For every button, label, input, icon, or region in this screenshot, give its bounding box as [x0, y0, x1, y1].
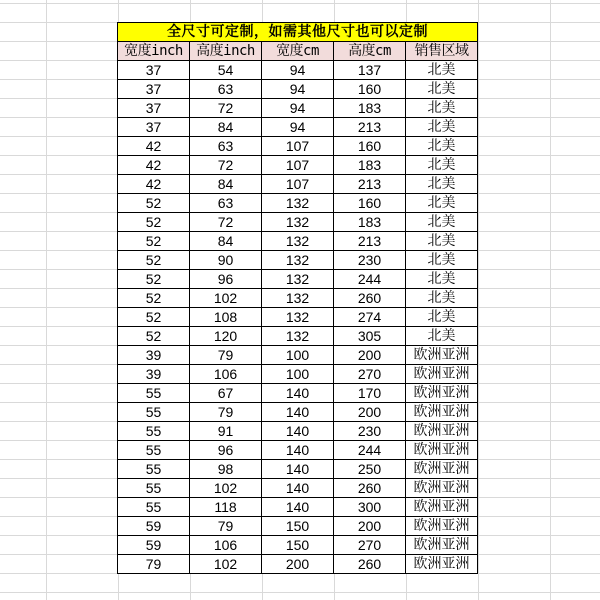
cell-width-inch[interactable]: 37 [118, 99, 190, 118]
cell-sales-region[interactable]: 欧洲亚洲 [406, 346, 478, 365]
cell-width-cm[interactable]: 140 [262, 498, 334, 517]
cell-height-inch[interactable]: 91 [190, 422, 262, 441]
cell-width-inch[interactable]: 42 [118, 175, 190, 194]
cell-width-cm[interactable]: 132 [262, 194, 334, 213]
cell-sales-region[interactable]: 欧洲亚洲 [406, 555, 478, 574]
cell-height-cm[interactable]: 260 [334, 555, 406, 574]
cell-height-cm[interactable]: 305 [334, 327, 406, 346]
cell-height-inch[interactable]: 96 [190, 441, 262, 460]
cell-height-inch[interactable]: 63 [190, 137, 262, 156]
table-row [118, 80, 478, 99]
table-row [118, 232, 478, 251]
cell-sales-region[interactable]: 北美 [406, 118, 478, 137]
cell-height-cm[interactable]: 213 [334, 175, 406, 194]
cell-width-inch[interactable]: 52 [118, 289, 190, 308]
cell-width-inch[interactable]: 37 [118, 80, 190, 99]
table-row [118, 118, 478, 137]
table-row [118, 270, 478, 289]
cell-height-inch[interactable]: 63 [190, 80, 262, 99]
cell-width-inch[interactable]: 52 [118, 251, 190, 270]
cell-width-cm[interactable]: 132 [262, 289, 334, 308]
cell-width-cm[interactable]: 132 [262, 308, 334, 327]
table-title[interactable]: 全尺寸可定制，如需其他尺寸也可以定制 [118, 23, 478, 42]
cell-height-cm[interactable]: 244 [334, 270, 406, 289]
header-sales-region[interactable]: 销售区域 [406, 42, 478, 61]
table-row [118, 498, 478, 517]
cell-width-inch[interactable]: 39 [118, 346, 190, 365]
cell-width-cm[interactable]: 94 [262, 61, 334, 80]
cell-sales-region[interactable]: 欧洲亚洲 [406, 403, 478, 422]
cell-sales-region[interactable]: 北美 [406, 61, 478, 80]
cell-sales-region[interactable]: 北美 [406, 289, 478, 308]
title-row [118, 23, 478, 42]
cell-sales-region[interactable]: 北美 [406, 213, 478, 232]
cell-height-cm[interactable]: 260 [334, 289, 406, 308]
cell-width-cm[interactable]: 107 [262, 156, 334, 175]
cell-width-cm[interactable]: 132 [262, 213, 334, 232]
cell-width-inch[interactable]: 42 [118, 137, 190, 156]
table-row [118, 517, 478, 536]
table-row [118, 365, 478, 384]
cell-height-inch[interactable]: 106 [190, 365, 262, 384]
cell-height-inch[interactable]: 54 [190, 61, 262, 80]
cell-height-inch[interactable]: 79 [190, 346, 262, 365]
cell-width-cm[interactable]: 140 [262, 384, 334, 403]
cell-height-cm[interactable]: 270 [334, 365, 406, 384]
table-row [118, 175, 478, 194]
cell-width-cm[interactable]: 140 [262, 403, 334, 422]
cell-width-cm[interactable]: 200 [262, 555, 334, 574]
cell-height-inch[interactable]: 90 [190, 251, 262, 270]
cell-height-cm[interactable]: 170 [334, 384, 406, 403]
header-width-inch[interactable]: 宽度inch [118, 42, 190, 61]
cell-height-cm[interactable]: 274 [334, 308, 406, 327]
cell-width-cm[interactable]: 150 [262, 536, 334, 555]
cell-height-inch[interactable]: 72 [190, 156, 262, 175]
cell-width-cm[interactable]: 140 [262, 422, 334, 441]
cell-width-inch[interactable]: 52 [118, 327, 190, 346]
cell-height-cm[interactable]: 230 [334, 422, 406, 441]
cell-width-inch[interactable]: 55 [118, 384, 190, 403]
cell-width-inch[interactable]: 52 [118, 308, 190, 327]
cell-width-cm[interactable]: 107 [262, 137, 334, 156]
table-row [118, 536, 478, 555]
cell-width-cm[interactable]: 94 [262, 80, 334, 99]
cell-height-inch[interactable]: 108 [190, 308, 262, 327]
cell-sales-region[interactable]: 欧洲亚洲 [406, 460, 478, 479]
cell-height-inch[interactable]: 102 [190, 479, 262, 498]
cell-width-inch[interactable]: 37 [118, 61, 190, 80]
cell-width-cm[interactable]: 132 [262, 232, 334, 251]
cell-height-cm[interactable]: 200 [334, 517, 406, 536]
cell-height-cm[interactable]: 160 [334, 194, 406, 213]
cell-width-inch[interactable]: 39 [118, 365, 190, 384]
table-row [118, 213, 478, 232]
cell-width-inch[interactable]: 55 [118, 498, 190, 517]
cell-height-inch[interactable]: 96 [190, 270, 262, 289]
cell-height-inch[interactable]: 67 [190, 384, 262, 403]
cell-sales-region[interactable]: 北美 [406, 99, 478, 118]
table-row [118, 555, 478, 574]
cell-width-inch[interactable]: 59 [118, 536, 190, 555]
table-row [118, 308, 478, 327]
table-row [118, 460, 478, 479]
table-row [118, 137, 478, 156]
cell-sales-region[interactable]: 欧洲亚洲 [406, 498, 478, 517]
cell-height-inch[interactable]: 79 [190, 403, 262, 422]
cell-height-cm[interactable]: 260 [334, 479, 406, 498]
cell-width-inch[interactable]: 55 [118, 422, 190, 441]
cell-width-cm[interactable]: 150 [262, 517, 334, 536]
table-row [118, 441, 478, 460]
header-height-inch[interactable]: 高度inch [190, 42, 262, 61]
cell-width-cm[interactable]: 132 [262, 327, 334, 346]
cell-height-inch[interactable]: 84 [190, 118, 262, 137]
cell-sales-region[interactable]: 北美 [406, 194, 478, 213]
cell-height-inch[interactable]: 72 [190, 99, 262, 118]
cell-height-cm[interactable]: 244 [334, 441, 406, 460]
cell-sales-region[interactable]: 欧洲亚洲 [406, 422, 478, 441]
table-row [118, 99, 478, 118]
cell-height-inch[interactable]: 63 [190, 194, 262, 213]
cell-height-cm[interactable]: 137 [334, 61, 406, 80]
cell-sales-region[interactable]: 北美 [406, 175, 478, 194]
cell-height-inch[interactable]: 84 [190, 232, 262, 251]
cell-width-inch[interactable]: 55 [118, 479, 190, 498]
cell-width-cm[interactable]: 140 [262, 479, 334, 498]
table-row [118, 422, 478, 441]
cell-height-cm[interactable]: 200 [334, 403, 406, 422]
cell-height-inch[interactable]: 102 [190, 555, 262, 574]
cell-height-cm[interactable]: 230 [334, 251, 406, 270]
cell-width-cm[interactable]: 140 [262, 441, 334, 460]
header-width-cm[interactable]: 宽度cm [262, 42, 334, 61]
cell-sales-region[interactable]: 北美 [406, 156, 478, 175]
cell-sales-region[interactable]: 欧洲亚洲 [406, 536, 478, 555]
cell-sales-region[interactable]: 北美 [406, 232, 478, 251]
cell-sales-region[interactable]: 欧洲亚洲 [406, 365, 478, 384]
cell-width-cm[interactable]: 132 [262, 270, 334, 289]
cell-sales-region[interactable]: 北美 [406, 270, 478, 289]
cell-height-cm[interactable]: 183 [334, 213, 406, 232]
cell-height-cm[interactable]: 213 [334, 118, 406, 137]
table-row [118, 346, 478, 365]
table-row [118, 251, 478, 270]
cell-height-cm[interactable]: 250 [334, 460, 406, 479]
table-row [118, 479, 478, 498]
cell-sales-region[interactable]: 北美 [406, 80, 478, 99]
table-body [118, 61, 478, 574]
cell-width-inch[interactable]: 55 [118, 441, 190, 460]
cell-height-cm[interactable]: 200 [334, 346, 406, 365]
table-row [118, 289, 478, 308]
cell-height-cm[interactable]: 270 [334, 536, 406, 555]
table-row [118, 403, 478, 422]
cell-width-cm[interactable]: 140 [262, 460, 334, 479]
header-row [118, 42, 478, 61]
cell-width-inch[interactable]: 52 [118, 232, 190, 251]
cell-width-cm[interactable]: 100 [262, 346, 334, 365]
cell-height-inch[interactable]: 106 [190, 536, 262, 555]
cell-height-inch[interactable]: 84 [190, 175, 262, 194]
cell-sales-region[interactable]: 欧洲亚洲 [406, 479, 478, 498]
cell-width-cm[interactable]: 100 [262, 365, 334, 384]
cell-height-cm[interactable]: 300 [334, 498, 406, 517]
cell-width-cm[interactable]: 94 [262, 99, 334, 118]
cell-height-inch[interactable]: 120 [190, 327, 262, 346]
table-row [118, 156, 478, 175]
cell-width-inch[interactable]: 55 [118, 403, 190, 422]
cell-sales-region[interactable]: 北美 [406, 327, 478, 346]
cell-width-inch[interactable]: 52 [118, 194, 190, 213]
cell-sales-region[interactable]: 欧洲亚洲 [406, 441, 478, 460]
cell-width-inch[interactable]: 37 [118, 118, 190, 137]
cell-width-inch[interactable]: 59 [118, 517, 190, 536]
size-table [117, 22, 478, 574]
cell-height-inch[interactable]: 79 [190, 517, 262, 536]
cell-height-cm[interactable]: 213 [334, 232, 406, 251]
cell-width-cm[interactable]: 107 [262, 175, 334, 194]
cell-height-cm[interactable]: 160 [334, 80, 406, 99]
cell-sales-region[interactable]: 北美 [406, 308, 478, 327]
table-row [118, 327, 478, 346]
cell-sales-region[interactable]: 北美 [406, 251, 478, 270]
cell-height-cm[interactable]: 183 [334, 99, 406, 118]
table-row [118, 194, 478, 213]
cell-height-cm[interactable]: 160 [334, 137, 406, 156]
cell-height-cm[interactable]: 183 [334, 156, 406, 175]
cell-width-cm[interactable]: 94 [262, 118, 334, 137]
cell-sales-region[interactable]: 欧洲亚洲 [406, 517, 478, 536]
cell-height-inch[interactable]: 118 [190, 498, 262, 517]
cell-width-inch[interactable]: 55 [118, 460, 190, 479]
table-row [118, 61, 478, 80]
cell-sales-region[interactable]: 欧洲亚洲 [406, 384, 478, 403]
header-height-cm[interactable]: 高度cm [334, 42, 406, 61]
cell-height-inch[interactable]: 72 [190, 213, 262, 232]
cell-height-inch[interactable]: 102 [190, 289, 262, 308]
table-row [118, 384, 478, 403]
cell-width-inch[interactable]: 42 [118, 156, 190, 175]
cell-width-inch[interactable]: 52 [118, 213, 190, 232]
cell-width-inch[interactable]: 79 [118, 555, 190, 574]
cell-sales-region[interactable]: 北美 [406, 137, 478, 156]
cell-width-cm[interactable]: 132 [262, 251, 334, 270]
cell-height-inch[interactable]: 98 [190, 460, 262, 479]
cell-width-inch[interactable]: 52 [118, 270, 190, 289]
